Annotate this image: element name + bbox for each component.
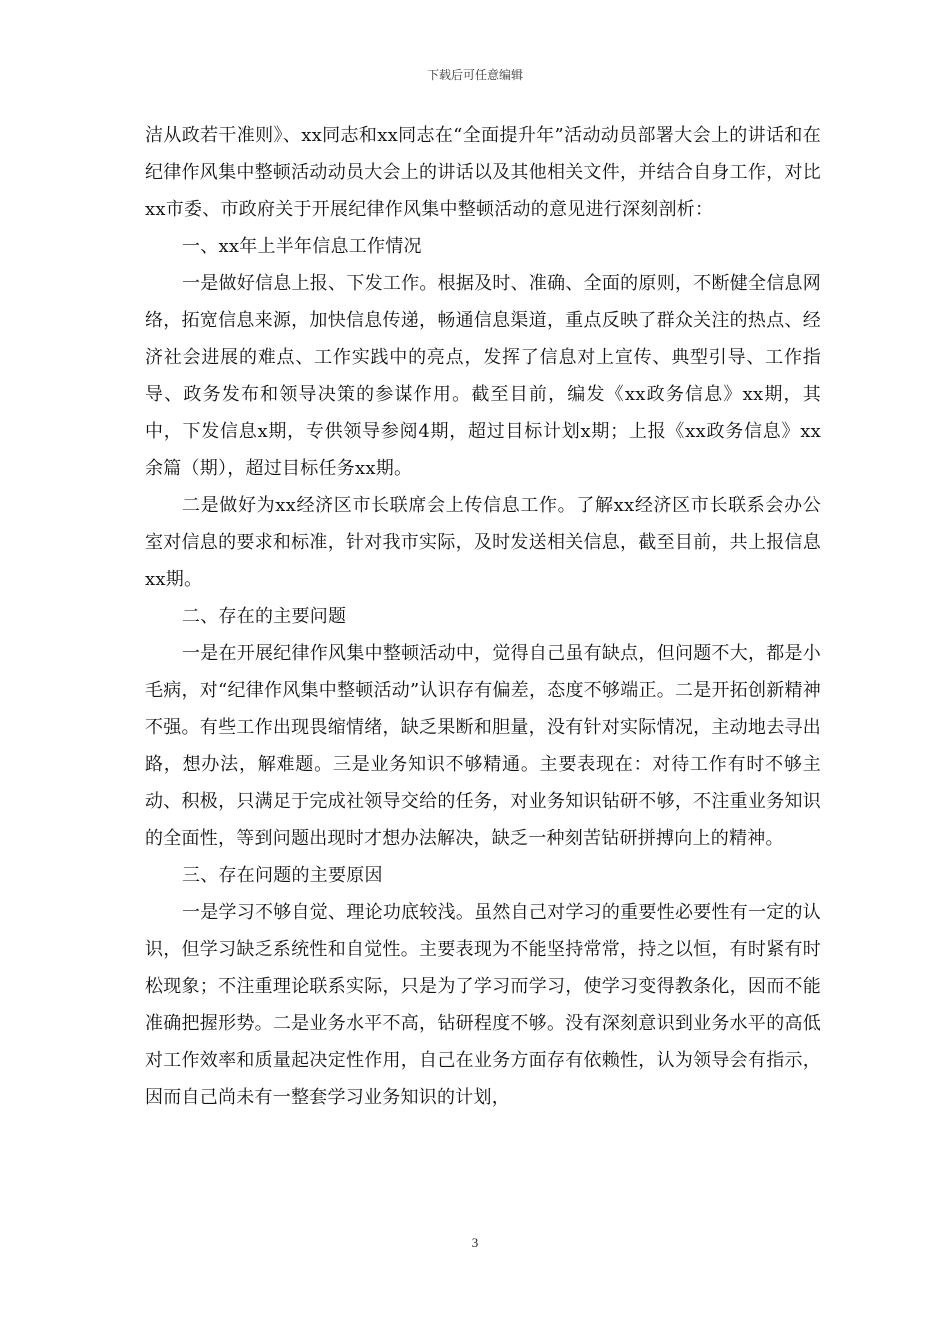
page-number: 3 [471,1235,479,1250]
paragraph-info-reporting: 一是做好信息上报、下发工作。根据及时、准确、全面的原则，不断健全信息网络，拓宽信息来源，加快信息传递，畅通信息渠道，重点反映了群众关注的热点、经济社会进展的难点、工作实践中的亮点，发挥了信息对上宣传、典型引导、工作指导、政务发布和领导决策的参谋作用。截至目前，编发《xx政务信息》xx期，其中，下发信息x期，专供领导参阅4期，超过目标计划x期；上报《xx政务信息》xx余篇（期），超过目标任务xx期。 [145,273,821,479]
paragraph-intro: 洁从政若干准则》、xx同志和xx同志在“全面提升年”活动动员部署大会上的讲话和在纪律作风集中整顿活动动员大会上的讲话以及其他相关文件，并结合自身工作，对比xx市委、市政府关于开展纪律作风集中整顿活动的意见进行深刻剖析： [145,125,821,220]
paragraph-main-causes: 一是学习不够自觉、理论功底较浅。虽然自己对学习的重要性必要性有一定的认识，但学习缺乏系统性和自觉性。主要表现为不能坚持常常，持之以恒，有时紧有时松现象；不注重理论联系实际，只是为了学习而学习，使学习变得教条化，因而不能准确把握形势。二是业务水平不高，钻研程度不够。没有深刻意识到业务水平的高低对工作效率和质量起决定性作用，自己在业务方面存有依赖性，认为领导会有指示，因而自己尚未有一整套学习业务知识的计划， [145,902,821,1108]
heading-section-1: 一、xx年上半年信息工作情况 [182,236,422,257]
heading-section-2: 二、存在的主要问题 [182,606,347,627]
document-body [145,117,821,1116]
page-header: 下载后可任意编辑 [426,68,523,82]
paragraph-mayors-meeting: 二是做好为xx经济区市长联席会上传信息工作。了解xx经济区市长联系会办公室对信息的要求和标准，针对我市实际，及时发送相关信息，截至目前，共上报信息xx期。 [145,495,821,590]
paragraph-main-problems: 一是在开展纪律作风集中整顿活动中，觉得自己虽有缺点，但问题不大，都是小毛病，对“纪律作风集中整顿活动”认识存有偏差，态度不够端正。二是开拓创新精神不强。有些工作出现畏缩情绪，缺乏果断和胆量，没有针对实际情况，主动地去寻出路，想办法，解难题。三是业务知识不够精通。主要表现在：对待工作有时不够主动、积极，只满足于完成社领导交给的任务，对业务知识钻研不够，不注重业务知识的全面性，等到问题出现时才想办法解决，缺乏一种刻苦钻研拼搏向上的精神。 [145,643,821,849]
heading-section-3: 三、存在问题的主要原因 [182,865,383,886]
